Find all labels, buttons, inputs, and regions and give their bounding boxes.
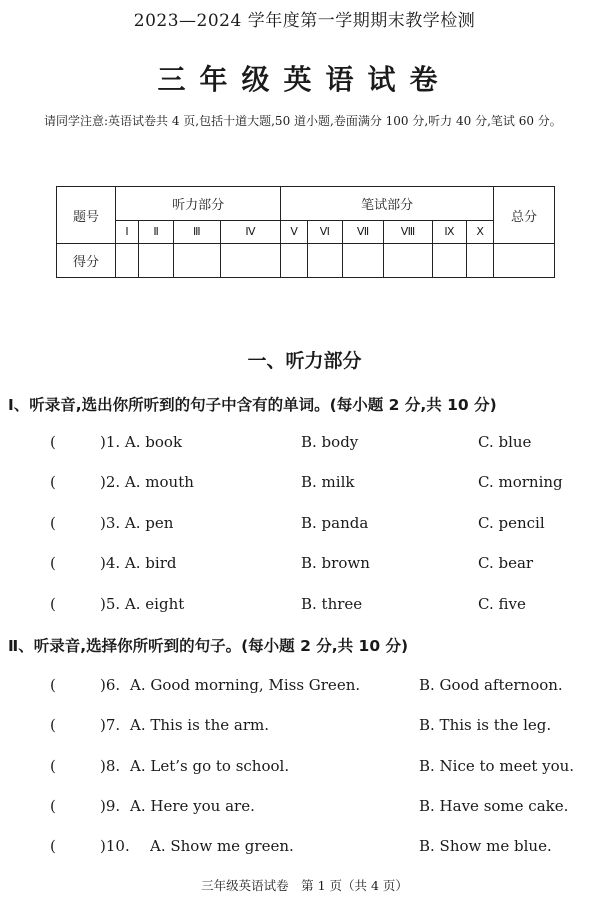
score-row-label: 得分 — [57, 244, 116, 278]
question-option-b: B. panda — [301, 514, 369, 532]
numeral-cell: Ⅰ — [116, 220, 139, 244]
question-option-b: B. This is the leg. — [419, 716, 552, 734]
score-cell[interactable] — [384, 244, 432, 278]
score-cell[interactable] — [173, 244, 220, 278]
score-cell[interactable] — [307, 244, 342, 278]
total-score-cell[interactable] — [494, 244, 555, 278]
section-heading: Ⅱ、听录音,选择你所听到的句子。(每小题 2 分,共 10 分) — [8, 637, 409, 655]
page-footer: 三年级英语试卷 第 1 页（共 4 页） — [201, 878, 408, 893]
paper-title: 三年级英语试卷 — [157, 63, 452, 96]
answer-paren: ( — [50, 514, 56, 532]
question-option-b: B. Good afternoon. — [419, 676, 563, 694]
numeral-cell: Ⅴ — [281, 220, 308, 244]
question-number: )6. — [100, 676, 121, 694]
score-cell[interactable] — [342, 244, 384, 278]
writing-group-header: 笔试部分 — [281, 187, 494, 221]
score-cell[interactable] — [281, 244, 308, 278]
question-option-c: C. morning — [478, 473, 563, 491]
question-option-b: B. Nice to meet you. — [419, 757, 575, 775]
answer-paren: ( — [50, 716, 56, 734]
score-cell[interactable] — [116, 244, 139, 278]
question-option-a: A. This is the arm. — [130, 716, 269, 734]
numeral-cell: Ⅹ — [467, 220, 494, 244]
score-table — [56, 186, 555, 278]
question-option-a: A. Here you are. — [130, 797, 255, 815]
answer-paren: ( — [50, 757, 56, 775]
question-option-c: C. blue — [478, 433, 532, 451]
question-option-b: B. milk — [301, 473, 355, 491]
score-cell[interactable] — [432, 244, 467, 278]
question-option-a: )5. A. eight — [100, 595, 185, 613]
answer-paren: ( — [50, 676, 56, 694]
notice-text: 请同学注意:英语试卷共 4 页,包括十道大题,50 道小题,卷面满分 100 分,听力 40 分,笔试 60 分。 — [44, 114, 562, 128]
numeral-cell: Ⅶ — [342, 220, 384, 244]
question-option-a: A. Good morning, Miss Green. — [130, 676, 361, 694]
question-option-a: A. Show me green. — [150, 837, 294, 855]
question-option-c: C. bear — [478, 554, 534, 572]
exam-title: 2023—2024 学年度第一学期期末教学检测 — [133, 11, 476, 31]
answer-paren: ( — [50, 595, 56, 613]
numeral-cell: Ⅵ — [307, 220, 342, 244]
question-option-b: B. three — [301, 595, 363, 613]
section-heading: Ⅰ、听录音,选出你所听到的句子中含有的单词。(每小题 2 分,共 10 分) — [8, 396, 497, 414]
listening-group-header: 听力部分 — [116, 187, 281, 221]
score-cell[interactable] — [220, 244, 281, 278]
question-option-a: )4. A. bird — [100, 554, 177, 572]
numeral-cell: Ⅲ — [173, 220, 220, 244]
question-option-b: B. brown — [301, 554, 370, 572]
answer-paren: ( — [50, 433, 56, 451]
score-cell[interactable] — [467, 244, 494, 278]
question-option-a: A. Let’s go to school. — [130, 757, 290, 775]
numeral-cell: Ⅸ — [432, 220, 467, 244]
question-number: )8. — [100, 757, 121, 775]
question-number: )10. — [100, 837, 130, 855]
question-option-b: B. Have some cake. — [419, 797, 569, 815]
question-option-a: )1. A. book — [100, 433, 183, 451]
numeral-cell: Ⅱ — [139, 220, 174, 244]
question-option-a: )2. A. mouth — [100, 473, 194, 491]
question-option-c: C. pencil — [478, 514, 545, 532]
question-option-b: B. Show me blue. — [419, 837, 552, 855]
answer-paren: ( — [50, 554, 56, 572]
question-number: )7. — [100, 716, 121, 734]
question-number: )9. — [100, 797, 121, 815]
total-header: 总分 — [494, 187, 555, 244]
question-option-a: )3. A. pen — [100, 514, 174, 532]
answer-paren: ( — [50, 473, 56, 491]
question-option-b: B. body — [301, 433, 359, 451]
numeral-cell: Ⅳ — [220, 220, 281, 244]
answer-paren: ( — [50, 797, 56, 815]
question-number-header: 题号 — [57, 187, 116, 244]
part-heading: 一、听力部分 — [247, 350, 362, 372]
score-cell[interactable] — [139, 244, 174, 278]
numeral-cell: Ⅷ — [384, 220, 432, 244]
question-option-c: C. five — [478, 595, 526, 613]
answer-paren: ( — [50, 837, 56, 855]
